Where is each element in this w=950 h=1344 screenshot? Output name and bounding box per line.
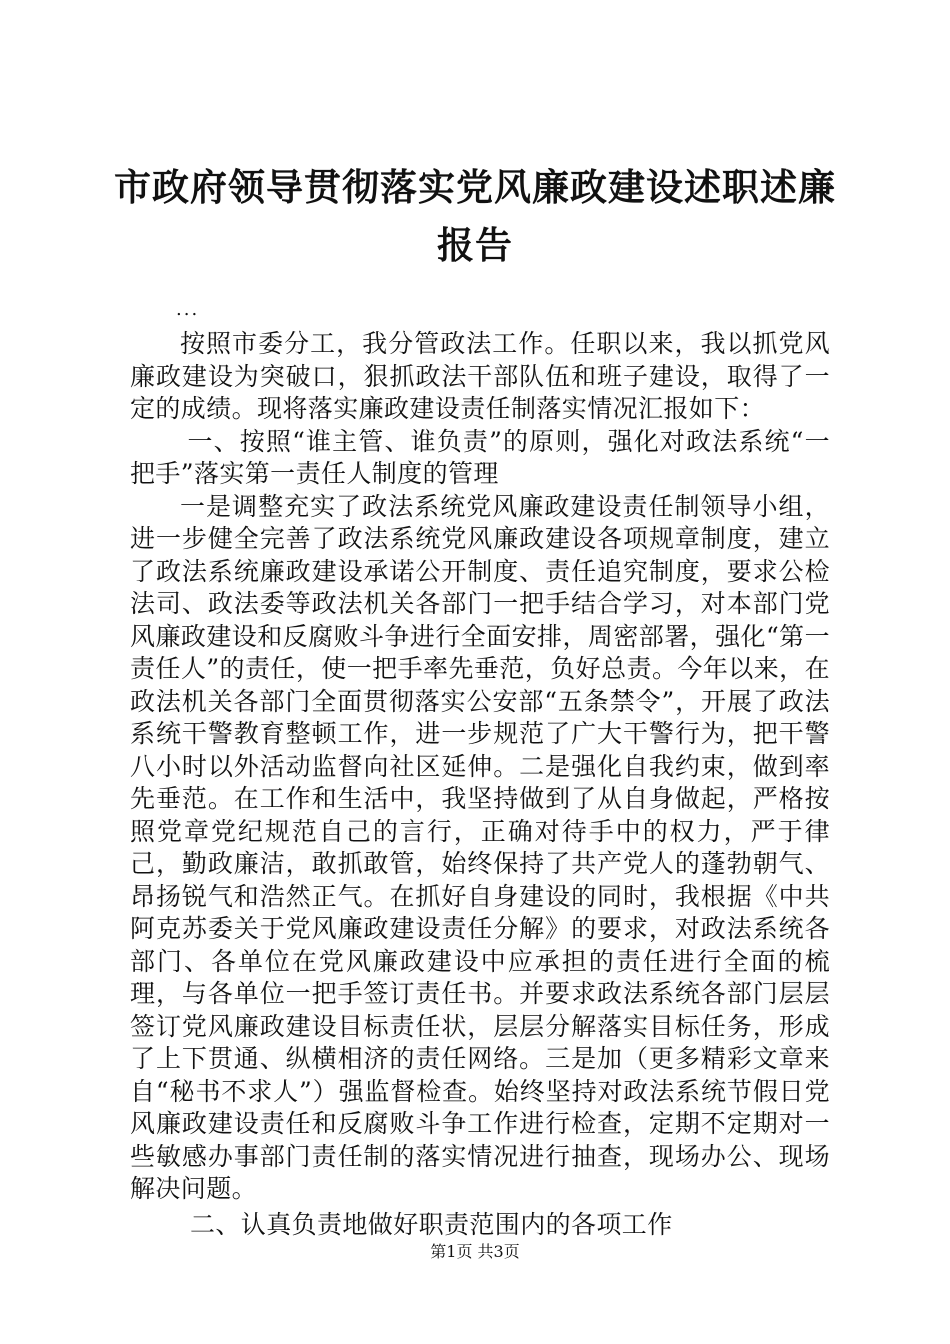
document-title: 市政府领导贯彻落实党风廉政建设述职述廉报告 xyxy=(114,165,836,267)
ellipsis-marker: ... xyxy=(176,299,200,320)
paragraph-section-1: 一是调整充实了政法系统党风廉政建设责任制领导小组，进一步健全完善了政法系统党风廉政建设各项规章制度，建立了政法系统廉政建设承诺公开制度、责任追究制度，要求公检法司、政法委等政法机关各部门一把手结合学习，对本部门党风廉政建设和反腐败斗争进行全面安排，周密部署，强化“第一责任人”的责任，使一把手率先垂范，负好总责。今年以来，在政法机关各部门全面贯彻落实公安部“五条禁令”，开展了政法系统干警教育整顿工作，进一步规范了广大干警行为，把干警八小时以外活动监督向社区延伸。二是强化自我约束，做到率先垂范。在工作和生活中，我坚持做到了从自身做起，严格按照党章党纪规范自己的言行，正确对待手中的权力，严于律己，勤政廉洁，敢抓敢管，始终保持了共产党人的蓬勃朝气、昂扬锐气和浩然正气。在抓好自身建设的同时，我根据《中共阿克苏委关于党风廉政建设责任分解》的要求，对政法系统各部门、各单位在党风廉政建设中应承担的责任进行全面的梳理，与各单位一把手签订责任书。并要求政法系统各部门层层签订党风廉政建设目标责任状，层层分解落实目标任务，形成了上下贯通、纵横相济的责任网络。三是加（更多精彩文章来自“秘书不求人”）强监督检查。始终坚持对政法系统节假日党风廉政建设责任和反腐败斗争工作进行检查，定期不定期对一些敏感办事部门责任制的落实情况进行抽查，现场办公、现场解决问题。 xyxy=(130,491,830,1203)
page-footer: 第1页 共3页 xyxy=(430,1242,520,1261)
document-body xyxy=(130,328,830,1241)
paragraph-intro: 按照市委分工，我分管政法工作。任职以来，我以抓党风廉政建设为突破口，狠抓政法干部队伍和班子建设，取得了一定的成绩。现将落实廉政建设责任制落实情况汇报如下： xyxy=(130,329,830,423)
section-heading-2: 二、认真负责地做好职责范围内的各项工作 xyxy=(190,1209,673,1239)
section-heading-1: 一、按照“谁主管、谁负责”的原则，强化对政法系统“一把手”落实第一责任人制度的管理 xyxy=(130,426,830,488)
